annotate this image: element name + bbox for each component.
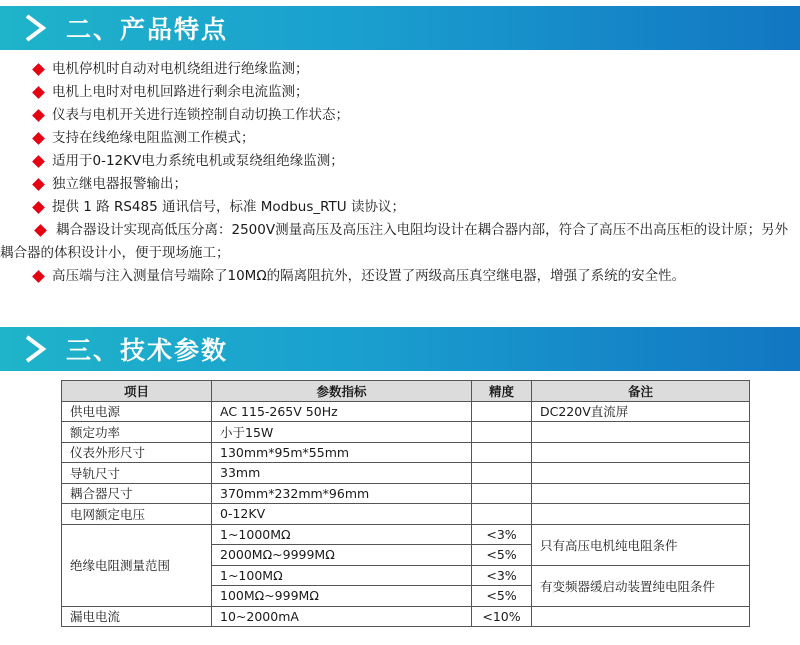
cell-precision: <10% xyxy=(472,606,532,627)
table-row xyxy=(62,524,750,545)
cell-note xyxy=(532,422,750,443)
cell-precision: <5% xyxy=(472,586,532,607)
table-row xyxy=(62,442,750,463)
cell-note xyxy=(532,606,750,627)
cell-item: 供电电源 xyxy=(62,401,212,422)
table-row xyxy=(62,422,750,443)
diamond-bullet-icon xyxy=(32,63,45,76)
section-banner-features xyxy=(0,6,800,50)
feature-item: 耦合器设计实现高低压分离：2500V测量高压及高压注入电阻均设计在耦合器内部，符合了高压不出高压柜的设计原；另外耦合器的体积设计小，便于现场施工； xyxy=(0,222,789,261)
cell-param: 10~2000mA xyxy=(212,606,472,627)
table-row xyxy=(62,463,750,484)
diamond-bullet-icon xyxy=(32,155,45,168)
header-param: 参数指标 xyxy=(212,381,472,402)
cell-note: 只有高压电机纯电阻条件 xyxy=(532,524,750,565)
spec-table xyxy=(61,380,750,627)
table-row xyxy=(62,401,750,422)
feature-item: 独立继电器报警输出； xyxy=(0,173,800,196)
diamond-bullet-icon xyxy=(34,224,47,237)
header-precision: 精度 xyxy=(472,381,532,402)
cell-param: 1~100MΩ xyxy=(212,565,472,586)
feature-item: 支持在线绝缘电阻监测工作模式； xyxy=(0,127,800,150)
cell-param: 2000MΩ~9999MΩ xyxy=(212,545,472,566)
cell-precision xyxy=(472,483,532,504)
section-banner-specs xyxy=(0,327,800,371)
cell-item: 绝缘电阻测量范围 xyxy=(62,524,212,606)
cell-note: DC220V直流屏 xyxy=(532,401,750,422)
cell-note xyxy=(532,442,750,463)
cell-precision: <3% xyxy=(472,524,532,545)
cell-precision xyxy=(472,504,532,525)
cell-note: 有变频器缓启动装置纯电阻条件 xyxy=(532,565,750,606)
cell-param: 0-12KV xyxy=(212,504,472,525)
cell-param: 小于15W xyxy=(212,422,472,443)
cell-item: 仪表外形尺寸 xyxy=(62,442,212,463)
cell-precision xyxy=(472,463,532,484)
table-row xyxy=(62,483,750,504)
cell-note xyxy=(532,483,750,504)
feature-item: 电机上电时对电机回路进行剩余电流监测； xyxy=(0,81,800,104)
cell-item: 漏电电流 xyxy=(62,606,212,627)
cell-precision xyxy=(472,442,532,463)
feature-item: 提供 1 路 RS485 通讯信号，标准 Modbus_RTU 读协议； xyxy=(0,196,800,219)
table-row xyxy=(62,606,750,627)
diamond-bullet-icon xyxy=(32,270,45,283)
diamond-bullet-icon xyxy=(32,201,45,214)
cell-item: 电网额定电压 xyxy=(62,504,212,525)
cell-param: 1~1000MΩ xyxy=(212,524,472,545)
cell-param: AC 115-265V 50Hz xyxy=(212,401,472,422)
cell-note xyxy=(532,504,750,525)
cell-item: 额定功率 xyxy=(62,422,212,443)
cell-param: 370mm*232mm*96mm xyxy=(212,483,472,504)
cell-precision xyxy=(472,422,532,443)
header-note: 备注 xyxy=(532,381,750,402)
table-row xyxy=(62,504,750,525)
section-title-specs: 三、技术参数 xyxy=(66,336,229,365)
cell-item: 耦合器尺寸 xyxy=(62,483,212,504)
feature-item: 适用于0-12KV电力系统电机或泵绕组绝缘监测； xyxy=(0,150,800,173)
feature-item: 电机停机时自动对电机绕组进行绝缘监测； xyxy=(0,58,800,81)
diamond-bullet-icon xyxy=(32,132,45,145)
diamond-bullet-icon xyxy=(32,109,45,122)
cell-precision: <3% xyxy=(472,565,532,586)
feature-list xyxy=(0,58,800,288)
cell-param: 33mm xyxy=(212,463,472,484)
feature-item: 仪表与电机开关进行连锁控制自动切换工作状态； xyxy=(0,104,800,127)
feature-item: 高压端与注入测量信号端除了10MΩ的隔离阻抗外，还设置了两级高压真空继电器，增强了系统的安全性。 xyxy=(0,265,800,288)
cell-item: 导轨尺寸 xyxy=(62,463,212,484)
cell-param: 100MΩ~999MΩ xyxy=(212,586,472,607)
diamond-bullet-icon xyxy=(32,86,45,99)
cell-precision: <5% xyxy=(472,545,532,566)
chevron-right-icon xyxy=(18,11,52,45)
cell-precision xyxy=(472,401,532,422)
chevron-right-icon xyxy=(18,332,52,366)
diamond-bullet-icon xyxy=(32,178,45,191)
table-header-row xyxy=(62,381,750,402)
section-title-features: 二、产品特点 xyxy=(66,15,229,44)
header-item: 项目 xyxy=(62,381,212,402)
cell-note xyxy=(532,463,750,484)
cell-param: 130mm*95m*55mm xyxy=(212,442,472,463)
